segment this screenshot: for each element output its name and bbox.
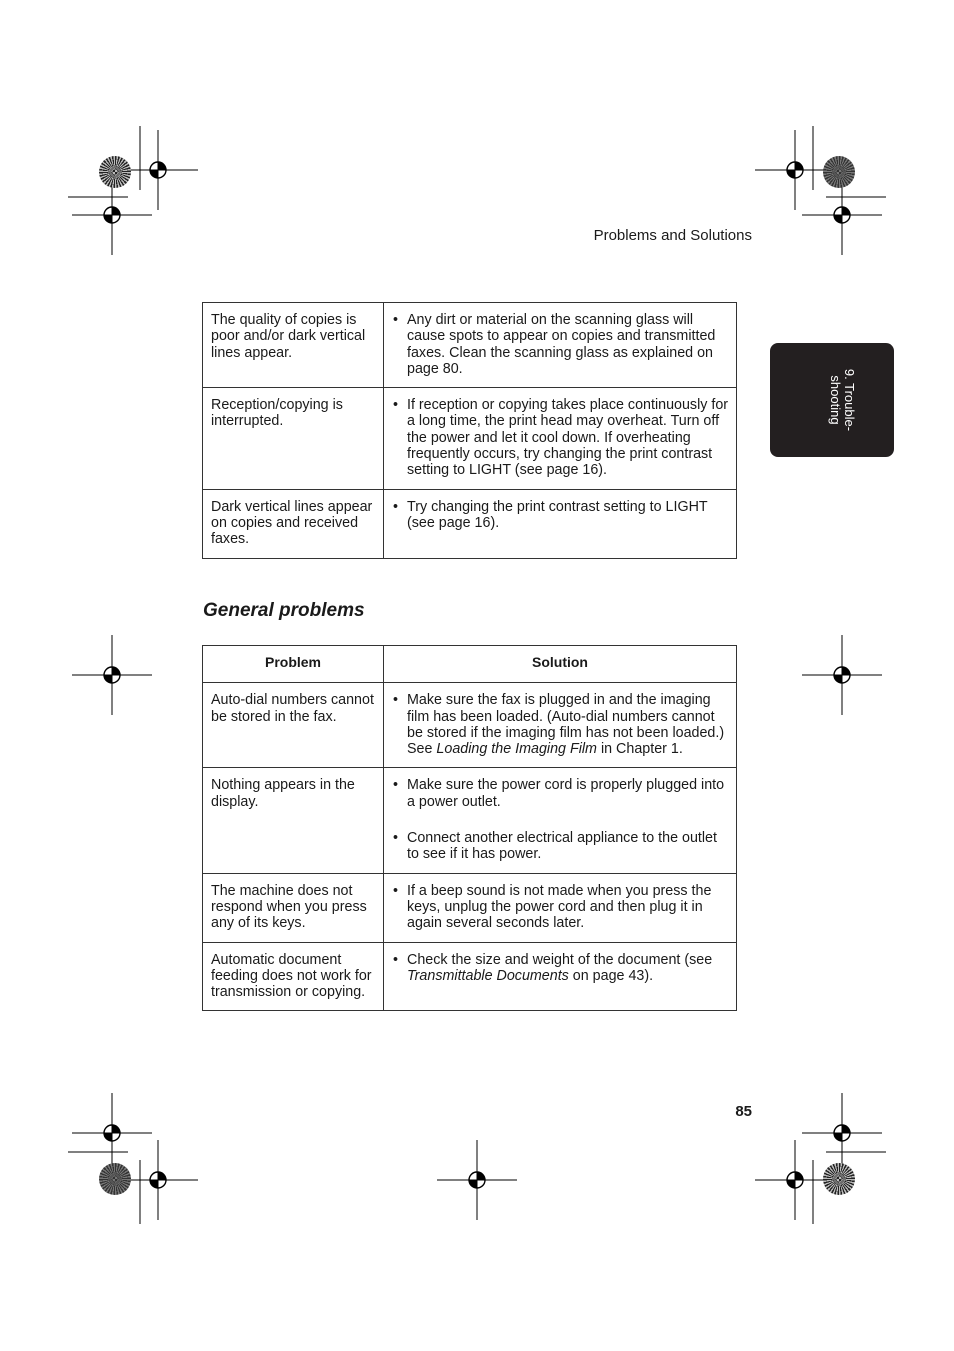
table-row: [203, 683, 737, 768]
solution-text: Make sure the fax is plugged in and the imaging film has been loaded. (Auto-dial numbers cannot be stored if the imaging film has not been loaded.) See: [407, 692, 725, 758]
solution-bullet: [392, 830, 730, 863]
table-row: [203, 942, 737, 1011]
solution-bullet: • Try changing the print contrast setting to LIGHT (see page 16).: [392, 499, 730, 532]
solution-cell: [384, 303, 737, 388]
solution-bullet: • If reception or copying takes place continuously for a long time, the print head may overheat. Turn off the power and let it cool down. If overheating frequently occurs, try changing the print contrast setting to LIGHT (see page 16).: [392, 397, 730, 478]
table-row: [203, 768, 737, 873]
general-problems-table: [202, 645, 737, 1011]
solution-cell: [384, 873, 737, 942]
problems-solutions-table: [202, 302, 737, 559]
solution-reference: Transmittable Documents: [407, 967, 569, 984]
page-header-title: Problems and Solutions: [593, 227, 752, 244]
column-header-problem: Problem: [203, 646, 384, 683]
solution-text: Connect another electrical appliance to the outlet to see if it has power.: [407, 830, 717, 863]
problem-cell: Auto-dial numbers cannot be stored in the fax.: [203, 683, 384, 768]
solution-text: in Chapter 1.: [596, 741, 683, 758]
table-row: [203, 388, 737, 489]
chapter-tab-label: 9. Trouble- shooting: [828, 368, 857, 432]
color-target-icon: [99, 1163, 131, 1195]
solution-bullet: [392, 692, 730, 757]
solution-cell: [384, 683, 737, 768]
solution-bullet: [392, 883, 730, 932]
table-row: [203, 873, 737, 942]
page-number: 85: [735, 1103, 752, 1120]
chapter-tab: [770, 343, 894, 457]
problem-cell: Dark vertical lines appear on copies and received faxes.: [203, 489, 384, 558]
color-target-icon: [823, 156, 855, 188]
problem-cell: Reception/copying is interrupted.: [203, 388, 384, 489]
solution-text: on page 43).: [568, 967, 654, 984]
solution-bullet: [392, 777, 730, 810]
table-header-row: [203, 646, 737, 683]
solution-cell: [384, 388, 737, 489]
solution-text: Make sure the power cord is properly plugged into a power outlet.: [407, 777, 725, 810]
solution-text: Check the size and weight of the document (see: [407, 951, 713, 968]
solution-cell: [384, 768, 737, 873]
color-target-icon: [99, 156, 131, 188]
solution-cell: [384, 489, 737, 558]
table-row: [203, 489, 737, 558]
problem-cell: The machine does not respond when you press any of its keys.: [203, 873, 384, 942]
problem-cell: Nothing appears in the display.: [203, 768, 384, 873]
color-target-icon: [823, 1163, 855, 1195]
solution-reference: Loading the Imaging Film: [436, 741, 597, 758]
solution-bullet: • Any dirt or material on the scanning glass will cause spots to appear on copies and transmitted faxes. Clean the scanning glass as explained on page 80.: [392, 312, 730, 377]
section-heading: General problems: [203, 600, 365, 621]
problem-cell: Automatic document feeding does not work for transmission or copying.: [203, 942, 384, 1011]
problem-cell: The quality of copies is poor and/or dark vertical lines appear.: [203, 303, 384, 388]
solution-cell: [384, 942, 737, 1011]
solution-bullet: [392, 952, 730, 985]
table-row: [203, 303, 737, 388]
column-header-solution: Solution: [384, 646, 737, 683]
solution-text: If a beep sound is not made when you press the keys, unplug the power cord and then plug it in again several seconds later.: [407, 882, 712, 932]
